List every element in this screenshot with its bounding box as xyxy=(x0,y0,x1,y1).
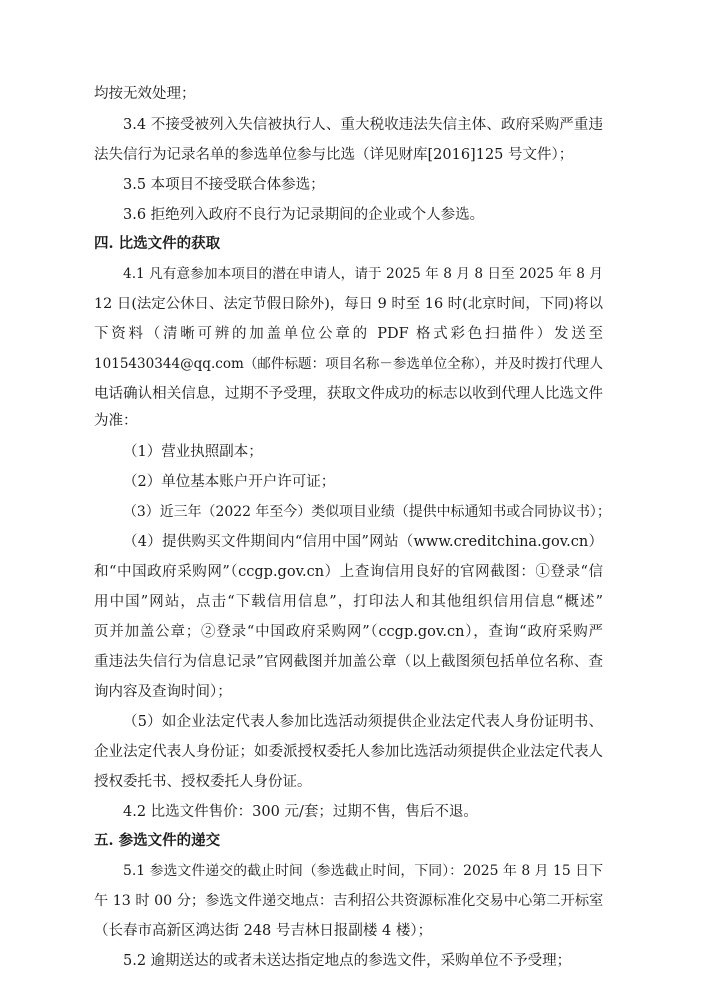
paragraph-line: 和“中国政府采购网”（ccgp.gov.cn）上查询信用良好的官网截图：①登录“信 xyxy=(94,564,603,580)
paragraph-line: 下资料（清晰可辨的加盖单位公章的 PDF 格式彩色扫描件）发送至 xyxy=(94,326,603,342)
paragraph-line: 均按无效处理； xyxy=(94,86,196,102)
paragraph-line: 4.2 比选文件售价：300 元/套；过期不售，售后不退。 xyxy=(123,804,478,820)
section-heading: 四. 比选文件的获取 xyxy=(94,235,221,252)
paragraph-line: 午 13 时 00 分；参选文件递交地点：吉利招公共资源标准化交易中心第二开标室 xyxy=(94,893,604,909)
paragraph-line: 5.1 参选文件递交的截止时间（参选截止时间，下同）：2025 年 8 月 15 日下 xyxy=(123,863,603,879)
paragraph-line: 用中国”网站，点击“下载信用信息”，打印法人和其他组织信用信息“概述” xyxy=(94,594,603,610)
list-item: （1）营业执照副本； xyxy=(123,444,263,460)
section-heading: 五. 参选文件的递交 xyxy=(94,832,221,849)
list-item: （2）单位基本账户开户许可证； xyxy=(123,474,336,490)
paragraph-line: 3.6 拒绝列入政府不良行为记录期间的企业或个人参选。 xyxy=(123,207,485,223)
paragraph-line: 重违法失信行为信息记录”官网截图并加盖公章（以上截图须包括单位名称、查 xyxy=(94,654,603,670)
paragraph-line: 电话确认相关信息，过期不予受理，获取文件成功的标志以收到代理人比选文件 xyxy=(94,386,603,402)
paragraph-line: 询内容及查询时间）； xyxy=(94,684,232,700)
paragraph-line: 12 日(法定公休日、法定节假日除外)，每日 9 时至 16 时(北京时间，下同)将以 xyxy=(94,296,603,312)
paragraph-line: 授权委托书、授权委托人身份证。 xyxy=(94,774,312,790)
paragraph-line: 5.2 逾期送达的或者未送达指定地点的参选文件，采购单位不予受理； xyxy=(123,953,572,969)
paragraph-line: 3.4 不接受被列入失信被执行人、重大税收违法失信主体、政府采购严重违 xyxy=(123,117,603,133)
paragraph-line: 为准： xyxy=(94,413,138,429)
paragraph-line: 3.5 本项目不接受联合体参选； xyxy=(123,177,325,193)
paragraph-line: 4.1 凡有意参加本项目的潜在申请人，请于 2025 年 8 月 8 日至 2025 年 8 月 xyxy=(123,266,603,282)
paragraph-line: （长春市高新区鸿达街 248 号吉林日报副楼 4 楼）； xyxy=(94,923,433,939)
list-item: （5）如企业法定代表人参加比选活动须提供企业法定代表人身份证明书、 xyxy=(123,714,603,730)
paragraph-line: 1015430344@qq.com（邮件标题：项目名称－参选单位全称），并及时拨打代理人 xyxy=(94,356,603,372)
list-item: （4）提供购买文件期间内“信用中国”网站（www.creditchina.gov.cn） xyxy=(123,534,603,550)
paragraph-line: 企业法定代表人身份证；如委派授权委托人参加比选活动须提供企业法定代表人 xyxy=(94,744,603,760)
list-item: （3）近三年（2022 年至今）类似项目业绩（提供中标通知书或合同协议书）； xyxy=(123,504,611,520)
paragraph-line: 法失信行为记录名单的参选单位参与比选（详见财库[2016]125 号文件）； xyxy=(94,147,574,163)
paragraph-line: 页并加盖公章；②登录“中国政府采购网”（ccgp.gov.cn），查询“政府采购严 xyxy=(94,624,603,640)
